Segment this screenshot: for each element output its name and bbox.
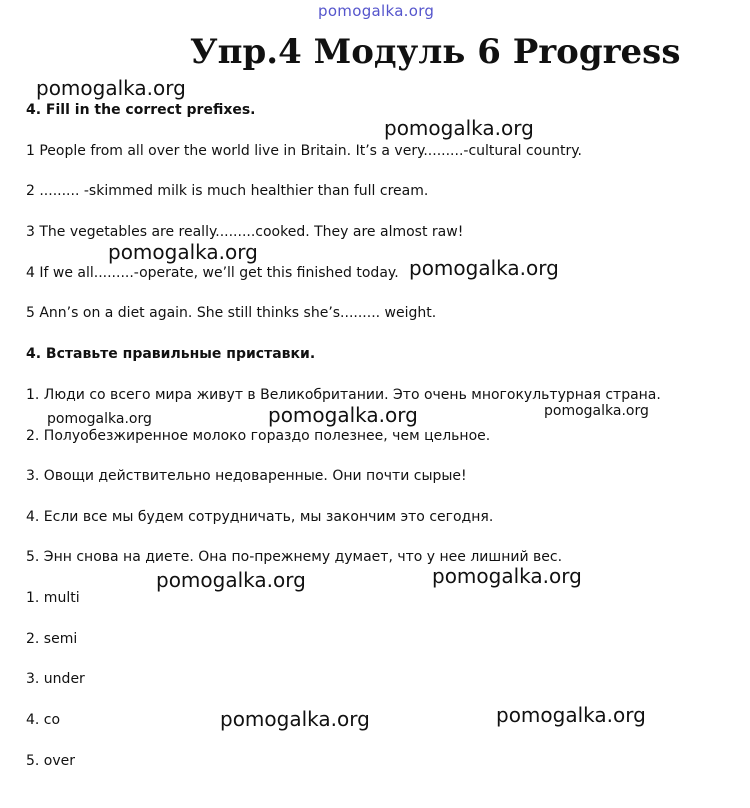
watermark: pomogalka.org [47, 411, 152, 427]
english-sentence-5: 5 Ann’s on a diet again. She still thinks she’s......... weight. [26, 305, 437, 321]
watermark: pomogalka.org [409, 256, 559, 280]
russian-sentence-3: 3. Овощи действительно недоваренные. Они почти сырые! [26, 468, 467, 484]
russian-task-heading: 4. Вставьте правильные приставки. [26, 346, 316, 362]
watermark: pomogalka.org [156, 568, 306, 592]
watermark: pomogalka.org [36, 76, 186, 100]
english-sentence-1: 1 People from all over the world live in Britain. It’s a very.........-cultural country. [26, 143, 582, 159]
answer-5: 5. over [26, 753, 76, 769]
russian-sentence-5: 5. Энн снова на диете. Она по-прежнему думает, что у нее лишний вес. [26, 549, 563, 565]
answer-4: 4. co [26, 712, 61, 728]
english-sentence-3: 3 The vegetables are really.........cooked. They are almost raw! [26, 224, 464, 240]
watermark: pomogalka.org [432, 564, 582, 588]
answer-3: 3. under [26, 671, 85, 687]
russian-sentence-2: 2. Полуобезжиренное молоко гораздо полезнее, чем цельное. [26, 428, 491, 444]
answer-2: 2. semi [26, 631, 78, 647]
watermark: pomogalka.org [496, 703, 646, 727]
answer-1: 1. multi [26, 590, 80, 606]
english-sentence-2: 2 ......... -skimmed milk is much healthier than full cream. [26, 183, 429, 199]
site-header-link[interactable]: pomogalka.org [318, 2, 435, 20]
watermark: pomogalka.org [108, 240, 258, 264]
russian-sentence-4: 4. Если все мы будем сотрудничать, мы закончим это сегодня. [26, 509, 494, 525]
watermark: pomogalka.org [220, 707, 370, 731]
english-sentence-4: 4 If we all.........-operate, we’ll get this finished today. [26, 265, 399, 281]
watermark: pomogalka.org [544, 403, 649, 419]
watermark: pomogalka.org [384, 116, 534, 140]
russian-sentence-1: 1. Люди со всего мира живут в Великобритании. Это очень многокультурная страна. [26, 387, 661, 403]
page-title: Упр.4 Модуль 6 Progress [190, 32, 681, 72]
watermark: pomogalka.org [268, 403, 418, 427]
english-task-heading: 4. Fill in the correct prefixes. [26, 102, 256, 118]
